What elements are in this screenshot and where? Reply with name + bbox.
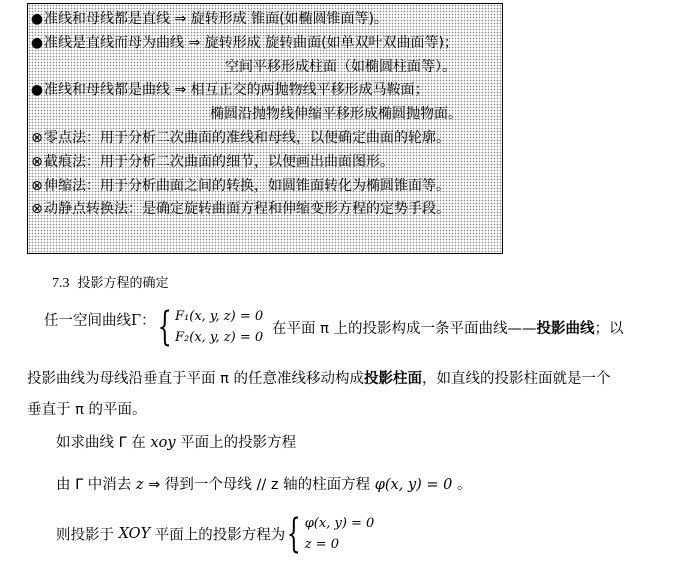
paragraph-projection-cylinder xyxy=(27,367,610,388)
summary-line-text: 伸缩法：用于分析曲面之间的转换，如圆锥面转化为椭圆锥面等。 xyxy=(44,177,450,194)
section-number: 7.3 xyxy=(52,276,70,291)
summary-line xyxy=(30,79,502,103)
equation-line: φ(x, y) = 0 xyxy=(304,516,375,531)
summary-line xyxy=(30,32,502,56)
colon: ： xyxy=(141,313,156,329)
section-heading xyxy=(52,272,169,292)
summary-line xyxy=(30,127,502,151)
circled-x-icon: ⊗ xyxy=(31,153,43,170)
equation-system xyxy=(156,306,264,348)
bullet-icon: ● xyxy=(30,11,44,27)
left-brace: { xyxy=(157,304,172,350)
equation-line: F₂(x, y, z) = 0 xyxy=(175,330,264,345)
paragraph-eliminate xyxy=(56,473,472,494)
paragraph-text: 在平面 π 上的投影构成一条平面曲线—— xyxy=(272,321,537,337)
gamma-symbol: Γ xyxy=(131,313,142,329)
bold-term: 投影柱面 xyxy=(363,371,422,387)
equation-line: F₁(x, y, z) = 0 xyxy=(175,309,264,324)
circled-x-icon: ⊗ xyxy=(31,201,43,218)
circled-x-icon: ⊗ xyxy=(31,129,43,146)
summary-line xyxy=(30,198,502,222)
summary-line-text: 椭圆沿抛物线伸缩平移形成椭圆抛物面。 xyxy=(210,106,462,123)
circled-x-icon: ⊗ xyxy=(31,177,43,194)
math-variable: z xyxy=(135,477,144,493)
paragraph-text: 平面上的投影方程为 xyxy=(150,527,286,544)
paragraph-projection-equation xyxy=(56,513,374,555)
summary-line xyxy=(30,175,502,199)
paragraph-example xyxy=(56,431,296,452)
summary-line xyxy=(30,103,502,127)
paragraph-text: ，如直线的投影柱面就是一个 xyxy=(421,371,611,387)
summary-line xyxy=(30,56,502,80)
paragraph-projection-cylinder-end xyxy=(27,398,146,419)
paragraph-text: ；以 xyxy=(594,321,624,337)
equation-line: z = 0 xyxy=(304,537,339,552)
paragraph-curve-definition xyxy=(44,306,263,348)
paragraph-text: 投影曲线为母线沿垂直于平面 π 的任意准线移动构成 xyxy=(27,371,364,387)
paragraph-text: 则投影于 xyxy=(56,527,119,544)
summary-line xyxy=(30,8,502,32)
paragraph-text: 如求曲线 Γ 在 xyxy=(56,435,151,451)
summary-line-text: 截痕法：用于分析二次曲面的细节，以便画出曲面图形。 xyxy=(44,153,394,170)
summary-line-text: 零点法：用于分析二次曲面的准线和母线，以便确定曲面的轮廓。 xyxy=(44,129,450,146)
paragraph-text: 由 Γ 中消去 xyxy=(56,477,136,493)
bullet-icon: ● xyxy=(30,34,44,51)
section-title: 投影方程的确定 xyxy=(77,276,169,291)
left-brace: { xyxy=(286,511,301,557)
summary-line-text: 准线和母线都是直线 ⇒ 旋转形成 锥面(如椭圆锥面等)。 xyxy=(44,11,389,27)
summary-line xyxy=(30,151,502,175)
paragraph-text: 任一空间曲线 xyxy=(44,313,131,329)
bold-term: 投影曲线 xyxy=(536,321,595,337)
summary-line-text: 准线是直线而母为曲线 ⇒ 旋转形成 旋转曲面(如单双叶双曲面等)； xyxy=(44,34,459,51)
bullet-icon: ● xyxy=(30,82,44,99)
paragraph-text: ⇒ 得到一个母线 // z 轴的柱面方程 xyxy=(143,477,375,493)
paragraph-text: 平面上的投影方程 xyxy=(175,435,297,451)
paragraph-text: 。 xyxy=(452,477,472,493)
paragraph-text: 垂直于 π 的平面。 xyxy=(27,402,147,418)
summary-line-text: 准线和母线都是曲线 ⇒ 相互正交的两抛物线平移形成马鞍面； xyxy=(44,82,429,99)
equation-system xyxy=(285,513,374,555)
equation: φ(x, y) = 0 xyxy=(374,477,453,493)
summary-box xyxy=(27,3,503,254)
paragraph-curve-definition-tail xyxy=(272,317,623,338)
summary-line-text: 动静点转换法：是确定旋转曲面方程和伸缩变形方程的定势手段。 xyxy=(44,201,450,218)
summary-line-text: 空间平移形成柱面（如椭圆柱面等）。 xyxy=(225,58,456,75)
math-variable: xoy xyxy=(150,435,176,451)
math-variable: XOY xyxy=(118,526,151,542)
